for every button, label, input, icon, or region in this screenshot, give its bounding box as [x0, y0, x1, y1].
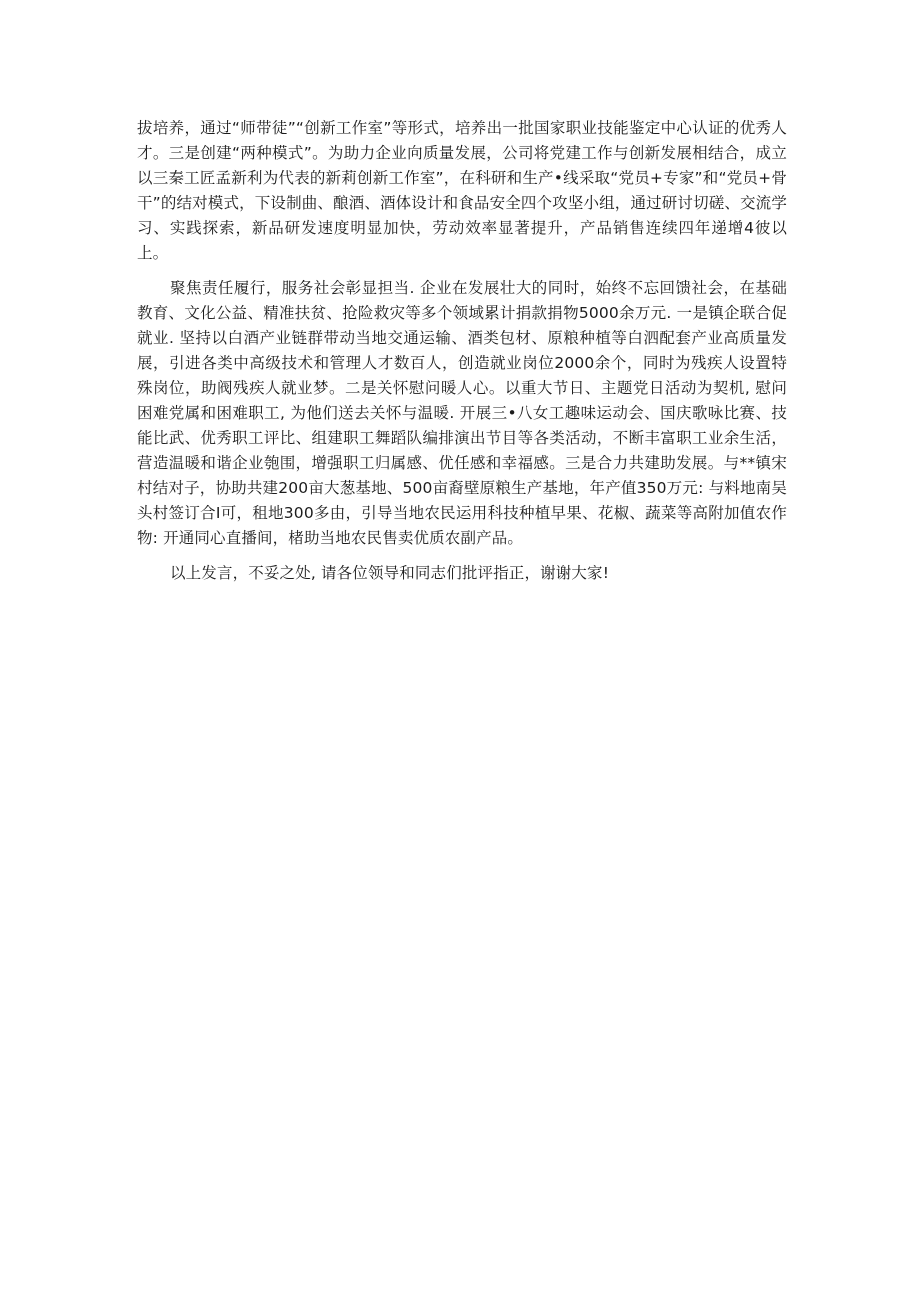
paragraph-continued: 拔培养，通过“师带徒”“创新工作室”等形式，培养出一批国家职业技能鉴定中心认证的优秀人才。三是创建“两种模式”。为助力企业向质量发展，公司将党建工作与创新发展相结合，成立以三秦工匠孟新利为代表的新莉创新工作室”，在科研和生产•线采取“党员+专家”和“党员+骨干”的结对模式，下设制曲、酿酒、酒体设计和食品安全四个攻坚小组，通过研讨切磋、交流学习、实践探索，新品研发速度明显加快，劳动效率显著提升，产品销售连续四年递增4彼以上。: [137, 119, 787, 262]
document-body: [137, 116, 787, 586]
paragraph-closing-remarks: 以上发言，不妥之处, 请各位领导和同志们批评指正，谢谢大家!: [170, 564, 610, 583]
paragraph-social-responsibility: 聚焦责任履行，服务社会彰显担当. 企业在发展壮大的同时，始终不忘回馈社会，在基础教育、文化公益、精准扶贫、抢险救灾等多个领域累计捐款捐物5000余万元. 一是镇企联合促就业. 坚持以白酒产业链群带动当地交通运输、酒类包材、原粮种植等白泗配套产业高质量发展，引进各类中高级技术和管理人才数百人，创造就业岗位2000余个，同时为残疾人设置特殊岗位，助阀残疾人就业梦。二是关怀慰问暖人心。以重大节日、主题党日活动为契机, 慰问困难党属和困难职工, 为他们送去关怀与温暖. 开展三•八女工趣味运动会、国庆歌咏比赛、技能比武、优秀职工评比、组建职工舞蹈队编排演出节目等各类活动，不断丰富职工业余生活，营造温暖和谐企业匏围，增强职工归属感、优任感和幸福感。三是合力共建助发展。与**镇宋村结对子，协助共建200亩大葱基地、500亩裔壁原粮生产基地，年产值350万元: 与料地南吴头村签订合I可，租地300多由，引导当地农民运用科技种植早果、花椒、蔬菜等高附加值农作物: 开通同心直播间，楮助当地农民售卖优质农副产品。: [137, 279, 787, 547]
